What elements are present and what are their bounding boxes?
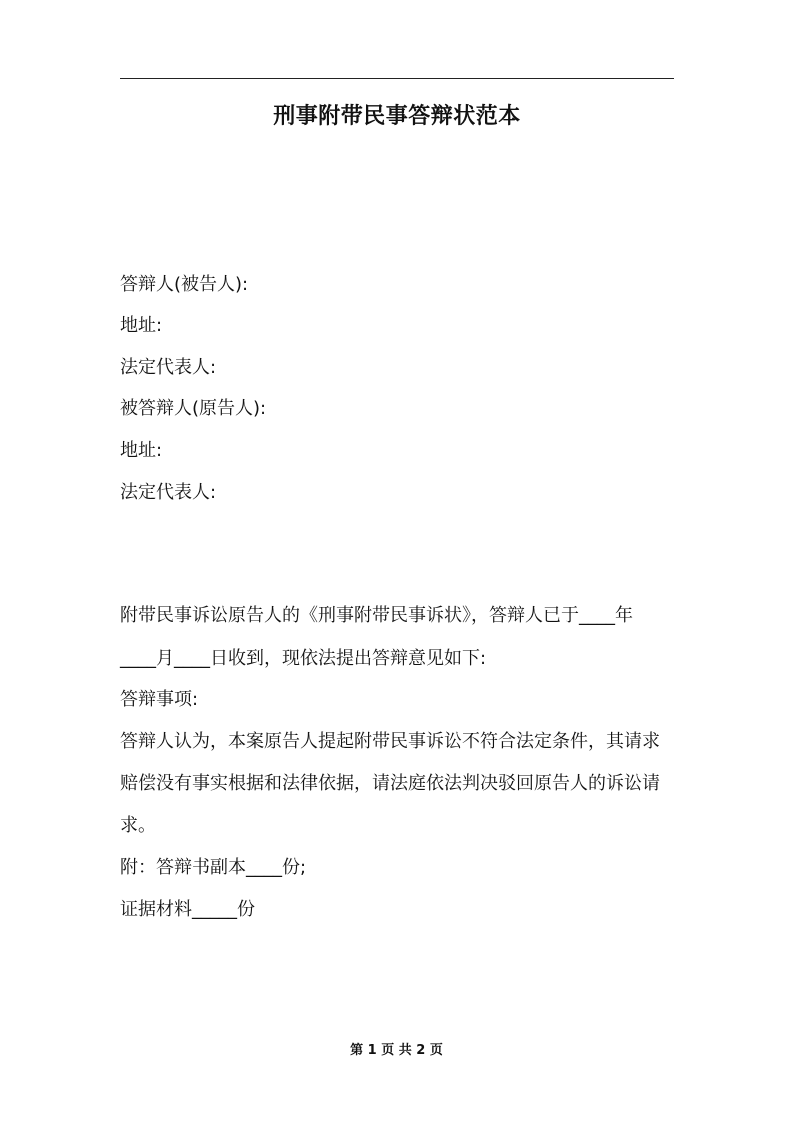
attachment-evidence: 证据材料_____份 [120, 899, 255, 920]
page-indicator: 第 1 页 共 2 页 [350, 1043, 443, 1058]
body-line-intro: 附带民事诉讼原告人的《刑事附带民事诉状》，答辩人已于____年 [120, 605, 633, 626]
defense-paragraph-line-3: 求。 [120, 815, 156, 836]
respondent-label: 被答辩人(原告人): [120, 398, 267, 419]
defense-items-heading: 答辩事项: [120, 689, 199, 710]
defendant-representative-label: 法定代表人: [120, 357, 217, 378]
respondent-address-label: 地址: [120, 440, 163, 461]
defense-paragraph-line-1: 答辩人认为，本案原告人提起附带民事诉讼不符合法定条件，其请求 [120, 731, 660, 752]
body-line-received: ____月____日收到，现依法提出答辩意见如下: [120, 648, 487, 669]
respondent-representative-label: 法定代表人: [120, 482, 217, 503]
defendant-address-label: 地址: [120, 315, 163, 336]
attachment-copies: 附：答辩书副本____份; [120, 857, 307, 878]
defendant-label: 答辩人(被告人): [120, 274, 249, 295]
defense-paragraph-line-2: 赔偿没有事实根据和法律依据，请法庭依法判决驳回原告人的诉讼请 [120, 773, 660, 794]
document-title: 刑事附带民事答辩状范本 [273, 104, 521, 129]
header-rule [120, 78, 674, 79]
